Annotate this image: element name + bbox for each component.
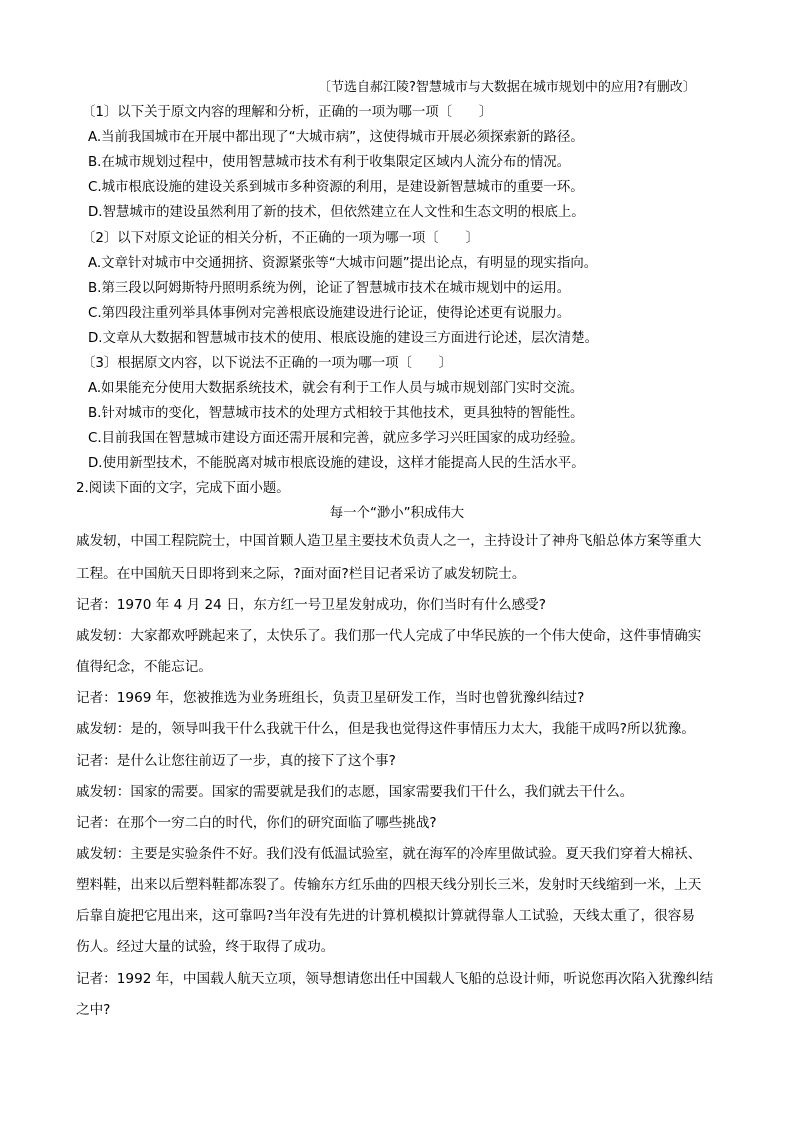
paragraph-line: 记者：1992 年，中国载人航天立项，领导想请您出任中国载人飞船的总设计师，听说您再次陷入犹豫纠结 [76, 971, 714, 987]
question-2-stem: 〔2〕以下对原文论证的相关分析，不正确的一项为哪一项〔 〕 [82, 231, 479, 246]
question-3-option-b: B.针对城市的变化，智慧城市技术的处理方式相较于其他技术，更具独特的智能性。 [88, 406, 584, 421]
question-2-option-a: A.文章针对城市中交通拥挤、资源紧张等“大城市问题”提出论点，有明显的现实指向。 [88, 256, 598, 271]
question-2-option-c: C.第四段注重列举具体事例对完善根底设施建设进行论证，使得论述更有说服力。 [88, 306, 571, 321]
question-1-option-c: C.城市根底设施的建设关系到城市多种资源的利用，是建设新智慧城市的重要一环。 [88, 180, 584, 195]
question-2-option-b: B.第三段以阿姆斯特丹照明系统为例，论证了智慧城市技术在城市规划中的运用。 [88, 281, 571, 296]
paragraph-line: 值得纪念，不能忘记。 [76, 659, 212, 675]
question-1-option-b: B.在城市规划过程中，使用智慧城市技术有利于收集限定区域内人流分布的情况。 [88, 155, 571, 170]
paragraph-line: 塑料鞋，出来以后塑料鞋都冻裂了。传输东方红乐曲的四根天线分别长三米，发射时天线缩到一米，上天 [76, 877, 702, 893]
paragraph-line: 记者：1970 年 4 月 24 日，东方红一号卫星发射成功，你们当时有什么感受? [76, 597, 546, 613]
paragraph-line: 伤人。经过大量的试验，终于取得了成功。 [76, 939, 335, 955]
paragraph-line: 工程。在中国航天日即将到来之际，?面对面?栏目记者采访了戚发轫院士。 [76, 566, 526, 582]
paragraph-line: 戚发轫：国家的需要。国家的需要就是我们的志愿，国家需要我们干什么，我们就去干什么。 [76, 784, 634, 800]
question-1-stem: 〔1〕以下关于原文内容的理解和分析，正确的一项为哪一项〔 〕 [82, 105, 493, 120]
paragraph-line: 后靠自旋把它甩出来，这可靠吗?当年没有先进的计算机模拟计算就得靠人工试验，天线太重了，很容易 [76, 908, 695, 924]
question-3-option-a: A.如果能充分使用大数据系统技术，就会有利于工作人员与城市规划部门实时交流。 [88, 381, 584, 396]
article-title: 每一个“渺小”积成伟大 [329, 506, 465, 521]
source-citation: 〔节选自郝江陵?智慧城市与大数据在城市规划中的应用?有删改〕 [318, 80, 696, 95]
paragraph-line: 戚发轫：是的，领导叫我干什么我就干什么，但是我也觉得这件事情压力太大，我能干成吗?所以犹豫。 [76, 721, 695, 737]
paragraph-line: 记者：1969 年，您被推选为业务班组长，负责卫星研发工作，当时也曾犹豫纠结过? [76, 690, 585, 706]
paragraph-line: 戚发轫：大家都欢呼跳起来了，太快乐了。我们那一代人完成了中华民族的一个伟大使命，这件事情确实 [76, 628, 702, 644]
paragraph-line: 戚发轫，中国工程院院士，中国首颗人造卫星主要技术负责人之一，主持设计了神舟飞船总体方案等重大 [76, 533, 702, 549]
paragraph-line: 戚发轫：主要是实验条件不好。我们没有低温试验室，就在海军的冷库里做试验。夏天我们穿着大棉袄、 [76, 846, 702, 862]
question-3-option-d: D.使用新型技术，不能脱离对城市根底设施的建设，这样才能提高人民的生活水平。 [88, 456, 585, 471]
paragraph-line: 记者：在那个一穷二白的时代，你们的研究面临了哪些挑战? [76, 815, 437, 831]
question-3-stem: 〔3〕根据原文内容，以下说法不正确的一项为哪一项〔 〕 [82, 356, 453, 371]
question-2-option-d: D.文章从大数据和智慧城市技术的使用、根底设施的建设三方面进行论述，层次清楚。 [88, 331, 599, 346]
section-heading: 2.阅读下面的文字，完成下面小题。 [76, 481, 290, 496]
question-3-option-c: C.目前我国在智慧城市建设方面还需开展和完善，就应多学习兴旺国家的成功经验。 [88, 431, 584, 446]
question-1-option-d: D.智慧城市的建设虽然利用了新的技术，但依然建立在人文性和生态文明的根底上。 [88, 205, 585, 220]
question-1-option-a: A.当前我国城市在开展中都出现了“大城市病”，这使得城市开展必须探索新的路径。 [88, 130, 584, 145]
paragraph-line: 记者：是什么让您往前迈了一步，真的接下了这个事? [76, 753, 396, 769]
paragraph-line: 之中? [76, 1002, 111, 1018]
